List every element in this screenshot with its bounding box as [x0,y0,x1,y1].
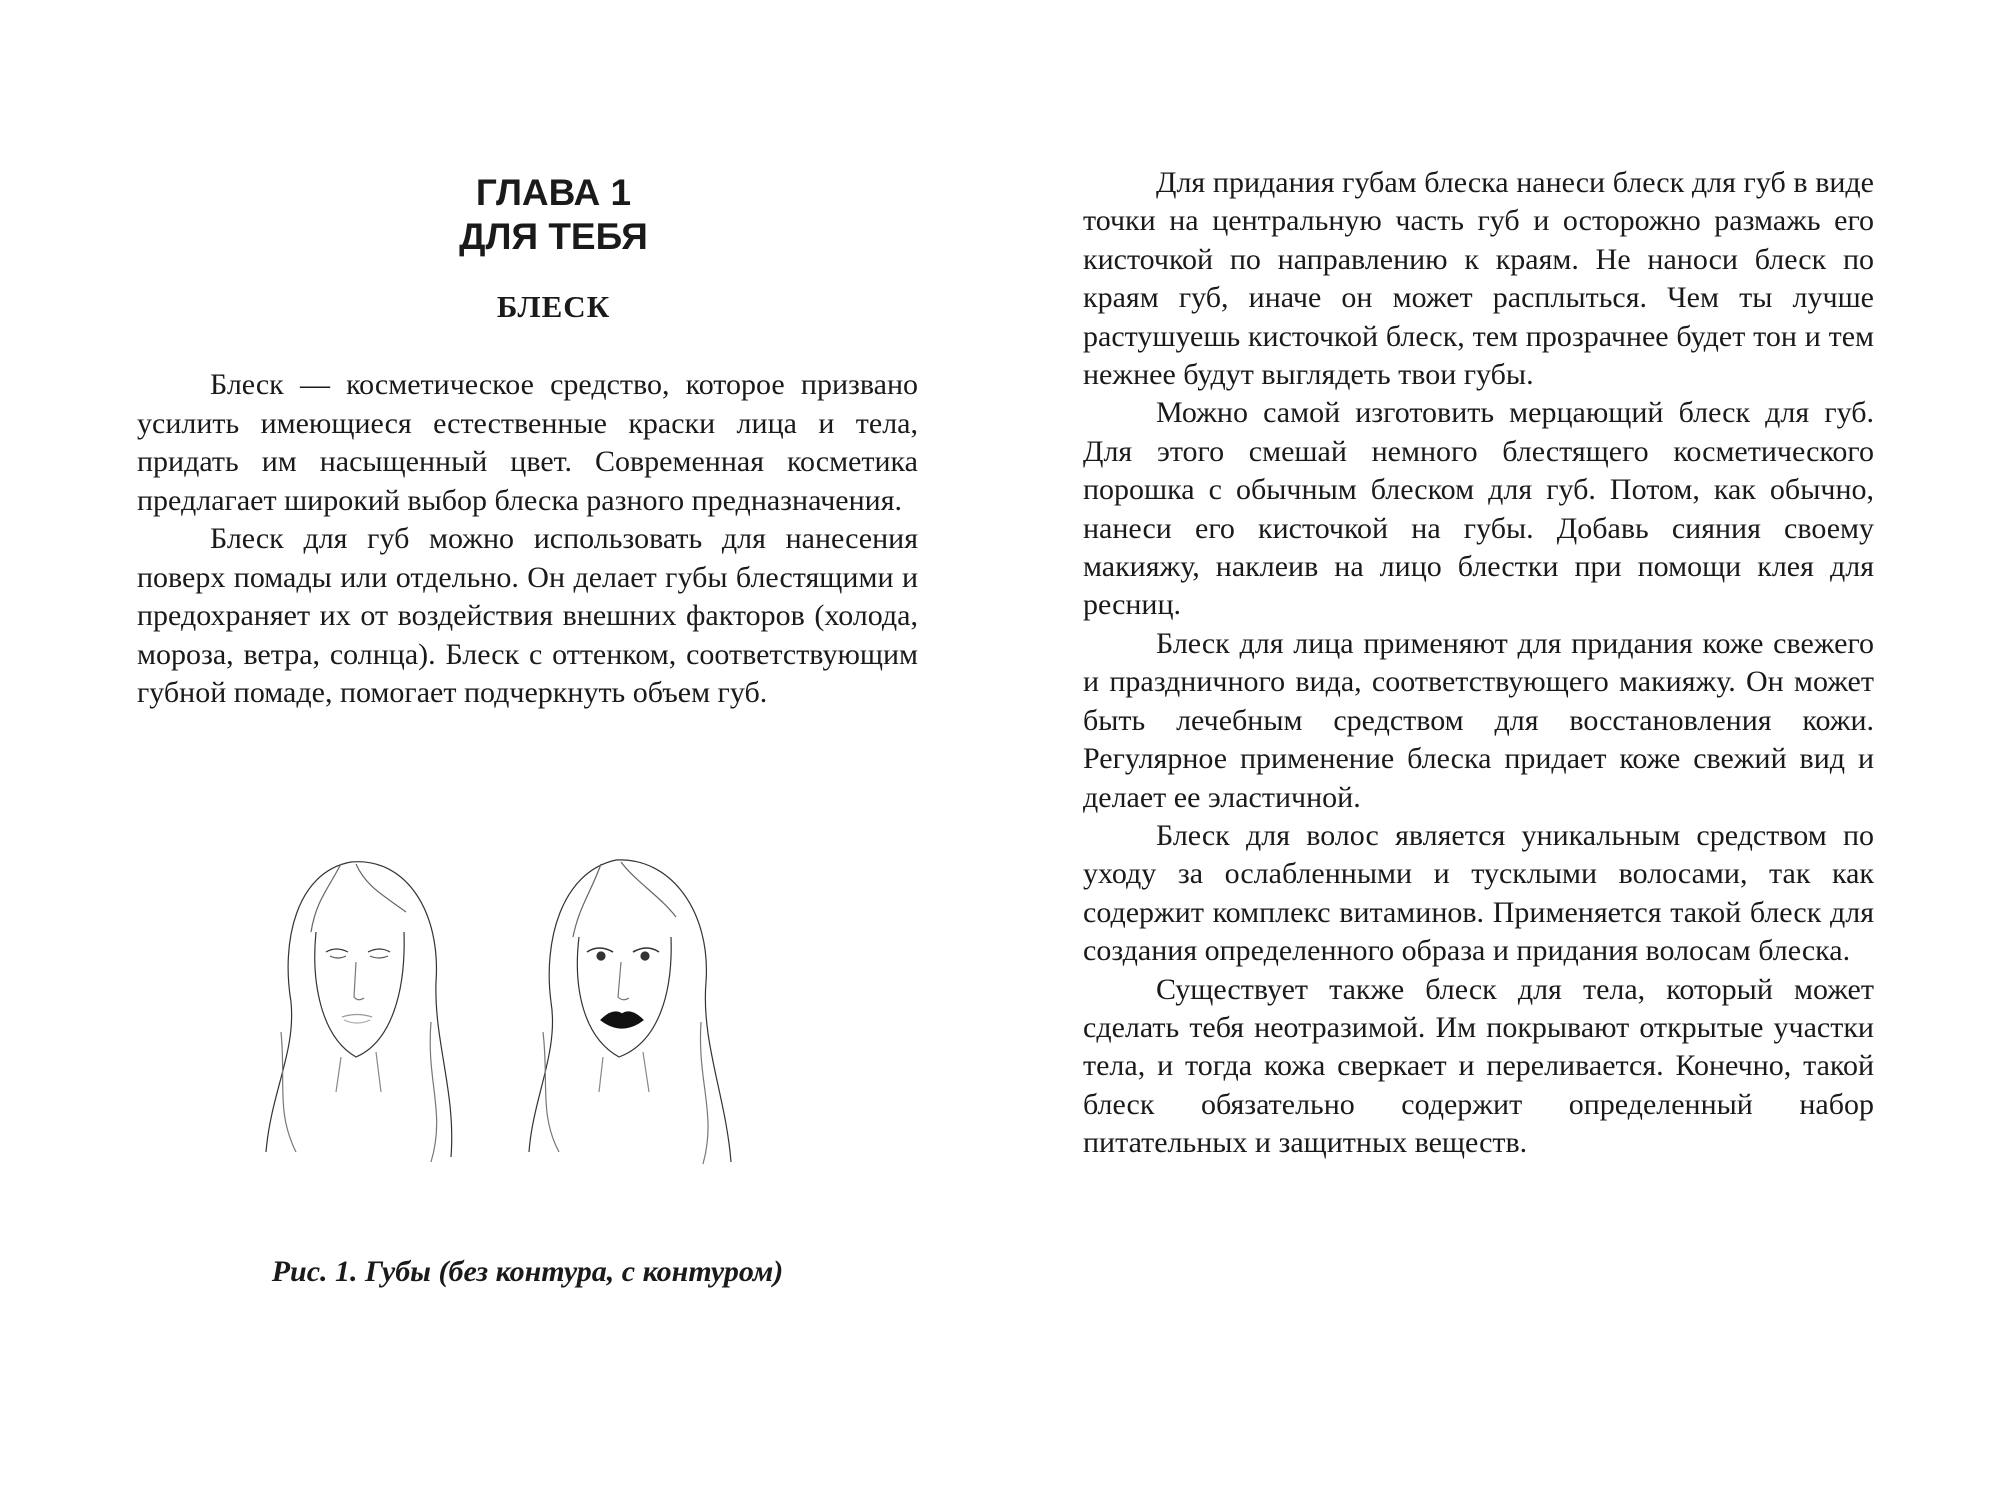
paragraph: Можно самой изготовить мерцающий блеск для губ. Для этого смешай немного блестящего косметического порошка с обычным блеском для губ. Потом, как обычно, нанеси его кисточкой на губы. Добавь сияния своему макияжу, наклеив на лицо блестки при помощи клея для ресниц. [1083,396,1874,622]
paragraph: Блеск для лица применяют для придания коже свежего и праздничного вида, соответствующего макияжу. Он может быть лечебным средством для восстановления кожи. Регулярное применение блеска придает коже свежий вид и делает ее эластичной. [1083,626,1874,814]
face-without-contour [266,862,452,1162]
right-page [1083,164,1874,1163]
face-with-contour [529,860,731,1164]
chapter-number: ГЛАВА 1 [475,172,632,213]
paragraph: Блеск для волос является уникальным средством по уходу за ослабленными и тусклыми волосами, так как содержит комплекс витаминов. Применяется такой блеск для создания определенного образа и придания волосам блеска. [1083,818,1874,968]
figure-caption: Рис. 1. Губы (без контура, с контуром) [271,1255,784,1288]
chapter-name: ДЛЯ ТЕБЯ [459,216,648,257]
paragraph: Блеск — косметическое средство, которое призвано усилить имеющиеся естественные краски лица и тела, придать им насыщенный цвет. Современная косметика предлагает широкий выбор блеска разного предназначения. [137,368,918,517]
paragraph: Блеск для губ можно использовать для нанесения поверх помады или отдельно. Он делает губы блестящими и предохраняет их от воздействия внешних факторов (холода, мороза, ветра, солнца). Блеск с оттенком, соответствующим губной помаде, помогает подчеркнуть объем губ. [137,522,918,709]
lips-illustration [256,852,774,1172]
face-sketches [256,852,774,1172]
left-page [137,150,918,713]
chapter-title [137,171,918,259]
paragraph: Для придания губам блеска нанеси блеск для губ в виде точки на центральную часть губ и осторожно размажь его кисточкой по направлению к краям. Не наноси блеск по краям губ, иначе он может расплыться. Чем ты лучше растушуешь кисточкой блеск, тем прозрачнее будет тон и тем нежнее будут выглядеть твои губы. [1083,166,1874,392]
paragraph: Существует также блеск для тела, который может сделать тебя неотразимой. Им покрывают открытые участки тела, и тогда кожа сверкает и переливается. Конечно, такой блеск обязательно содержит определенный набор питательных и защитных веществ. [1083,972,1874,1160]
section-title: БЛЕСК [496,289,611,324]
